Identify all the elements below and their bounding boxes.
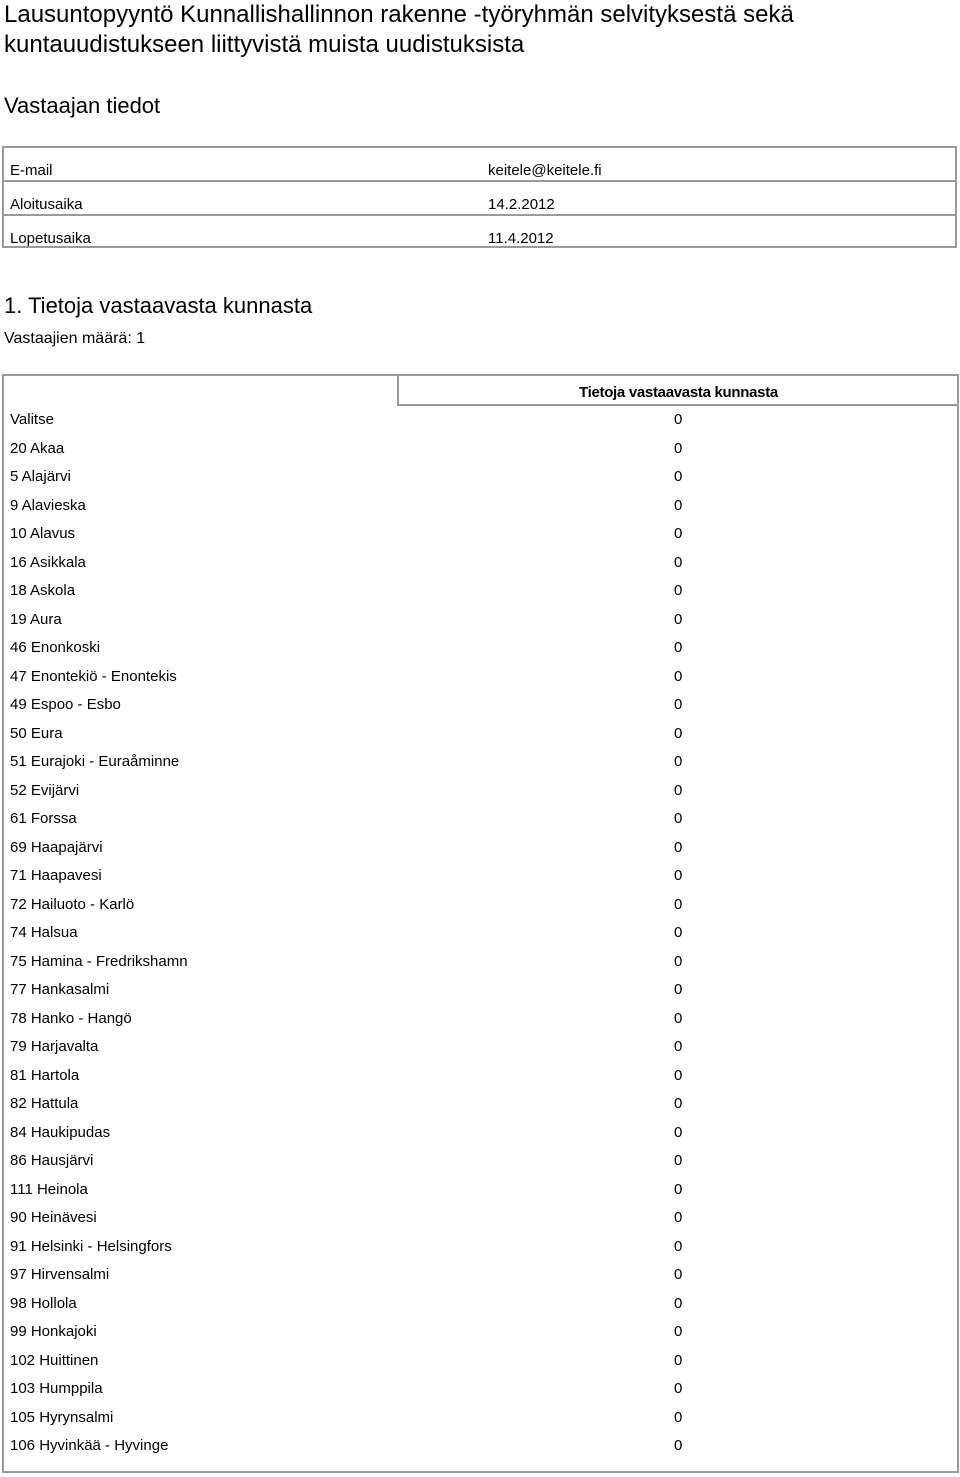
table-body [4, 406, 957, 1461]
table-row [4, 919, 957, 948]
table-row [4, 1176, 957, 1205]
table-row [4, 1318, 957, 1347]
municipality-name: 106 Hyvinkää - Hyvinge [10, 1437, 169, 1454]
response-count: 0 [674, 1266, 683, 1283]
response-count: 0 [674, 1123, 683, 1141]
table-row [4, 1090, 957, 1119]
municipality-name: 18 Askola [10, 582, 76, 599]
response-count: 0 [674, 1380, 683, 1397]
response-count: 0 [674, 1294, 683, 1312]
response-count: 0 [674, 553, 683, 571]
table-row [4, 834, 957, 863]
municipality-name: 49 Espoo - Esbo [10, 696, 121, 713]
response-count: 0 [674, 667, 683, 685]
municipality-name: 79 Harjavalta [10, 1038, 99, 1055]
municipality-name: 82 Hattula [10, 1095, 79, 1112]
response-count: 0 [674, 1323, 683, 1340]
response-count: 0 [674, 838, 683, 856]
response-count: 0 [674, 1351, 683, 1369]
municipality-name: 50 Eura [10, 724, 63, 742]
info-value: 11.4.2012 [488, 230, 554, 247]
table-row [4, 1062, 957, 1091]
response-count: 0 [674, 1095, 683, 1112]
question-heading: 1. Tietoja vastaavasta kunnasta [4, 293, 313, 318]
table-row [4, 1005, 957, 1034]
response-count: 0 [674, 639, 683, 656]
municipality-name: 98 Hollola [10, 1294, 77, 1312]
response-count: 0 [674, 525, 683, 542]
respondent-info-table [2, 146, 957, 248]
table-row [4, 1375, 957, 1404]
info-row-email [4, 148, 955, 182]
table-row [4, 1233, 957, 1262]
table-row [4, 891, 957, 920]
table-row [4, 777, 957, 806]
municipality-name: 61 Forssa [10, 810, 77, 827]
table-row [4, 492, 957, 521]
table-row [4, 549, 957, 578]
municipality-name: 91 Helsinki - Helsingfors [10, 1237, 172, 1255]
response-count: 0 [674, 952, 683, 970]
response-count: 0 [674, 1066, 683, 1084]
municipality-name: 20 Akaa [10, 439, 65, 457]
column-header: Tietoja vastaavasta kunnasta [579, 384, 778, 401]
table-row [4, 663, 957, 692]
response-count: 0 [674, 468, 683, 485]
municipality-name: 69 Haapajärvi [10, 838, 103, 856]
municipality-name: 90 Heinävesi [10, 1209, 97, 1226]
municipality-name: 86 Hausjärvi [10, 1152, 94, 1169]
municipality-name: 51 Eurajoki - Euraåminne [10, 753, 180, 770]
table-row [4, 805, 957, 834]
municipality-name: Valitse [10, 411, 54, 428]
table-row [4, 1119, 957, 1148]
table-row [4, 634, 957, 663]
municipality-name: 78 Hanko - Hangö [10, 1009, 132, 1027]
table-row [4, 435, 957, 464]
response-count: 0 [674, 1437, 683, 1454]
response-count: 0 [674, 781, 683, 799]
table-row [4, 1204, 957, 1233]
table-row [4, 1261, 957, 1290]
response-count: 0 [674, 1408, 683, 1426]
response-count: 0 [674, 981, 683, 998]
response-count: 0 [674, 1152, 683, 1169]
table-row [4, 1290, 957, 1319]
response-count: 0 [674, 753, 683, 770]
municipality-name: 111 Heinola [10, 1180, 88, 1198]
municipality-name: 75 Hamina - Fredrikshamn [10, 952, 188, 970]
municipality-name: 77 Hankasalmi [10, 981, 110, 998]
municipality-name: 71 Haapavesi [10, 867, 102, 884]
response-count: 0 [674, 1237, 683, 1255]
response-count: 0 [674, 582, 683, 599]
response-count: 0 [674, 1038, 683, 1055]
municipality-name: 52 Evijärvi [10, 781, 80, 799]
table-header [4, 376, 957, 406]
info-label: Lopetusaika [10, 230, 91, 247]
table-row [4, 606, 957, 635]
response-count: 0 [674, 810, 683, 827]
table-row [4, 1347, 957, 1376]
municipality-name: 10 Alavus [10, 525, 76, 542]
municipality-name: 99 Honkajoki [10, 1323, 97, 1340]
table-row [4, 748, 957, 777]
table-row [4, 406, 957, 435]
response-count: 0 [674, 924, 683, 941]
municipality-name: 84 Haukipudas [10, 1123, 111, 1141]
table-row [4, 520, 957, 549]
table-row [4, 463, 957, 492]
respondent-count: Vastaajien määrä: 1 [4, 330, 146, 347]
table-row [4, 948, 957, 977]
response-count: 0 [674, 1209, 683, 1226]
info-row-end-time [4, 216, 955, 250]
municipality-name: 5 Alajärvi [10, 468, 71, 485]
info-row-start-time [4, 182, 955, 216]
municipality-name: 72 Hailuoto - Karlö [10, 895, 135, 913]
table-row [4, 577, 957, 606]
response-count: 0 [674, 496, 683, 514]
info-value: keitele@keitele.fi [488, 162, 602, 179]
municipality-name: 81 Hartola [10, 1066, 80, 1084]
table-row [4, 691, 957, 720]
response-count: 0 [674, 1180, 683, 1198]
respondent-heading: Vastaajan tiedot [4, 93, 161, 118]
response-count: 0 [674, 411, 683, 428]
municipality-name: 102 Huittinen [10, 1351, 99, 1369]
municipality-name: 9 Alavieska [10, 496, 86, 514]
municipality-name: 19 Aura [10, 610, 62, 628]
response-count: 0 [674, 610, 683, 628]
municipality-name: 103 Humppila [10, 1380, 103, 1397]
table-row [4, 1147, 957, 1176]
table-row [4, 862, 957, 891]
info-value: 14.2.2012 [488, 196, 555, 213]
municipality-name: 97 Hirvensalmi [10, 1266, 110, 1283]
document-title: Lausuntopyyntö Kunnallishallinnon rakenne -työryhmän selvityksestä sekä kuntauudistukseen liittyvistä muista uudistuksista [4, 1, 794, 58]
municipality-name: 16 Asikkala [10, 553, 86, 571]
municipality-results-table [2, 374, 959, 1473]
municipality-name: 74 Halsua [10, 924, 78, 941]
column-header-cell [397, 376, 957, 406]
response-count: 0 [674, 696, 683, 713]
municipality-name: 46 Enonkoski [10, 639, 101, 656]
info-label: E-mail [10, 162, 53, 179]
municipality-name: 47 Enontekiö - Enontekis [10, 667, 177, 685]
response-count: 0 [674, 439, 683, 457]
response-count: 0 [674, 895, 683, 913]
response-count: 0 [674, 724, 683, 742]
table-row [4, 1432, 957, 1461]
table-row [4, 976, 957, 1005]
response-count: 0 [674, 867, 683, 884]
municipality-name: 105 Hyrynsalmi [10, 1408, 114, 1426]
table-row [4, 720, 957, 749]
table-row [4, 1033, 957, 1062]
info-label: Aloitusaika [10, 196, 83, 213]
table-row [4, 1404, 957, 1433]
response-count: 0 [674, 1009, 683, 1027]
